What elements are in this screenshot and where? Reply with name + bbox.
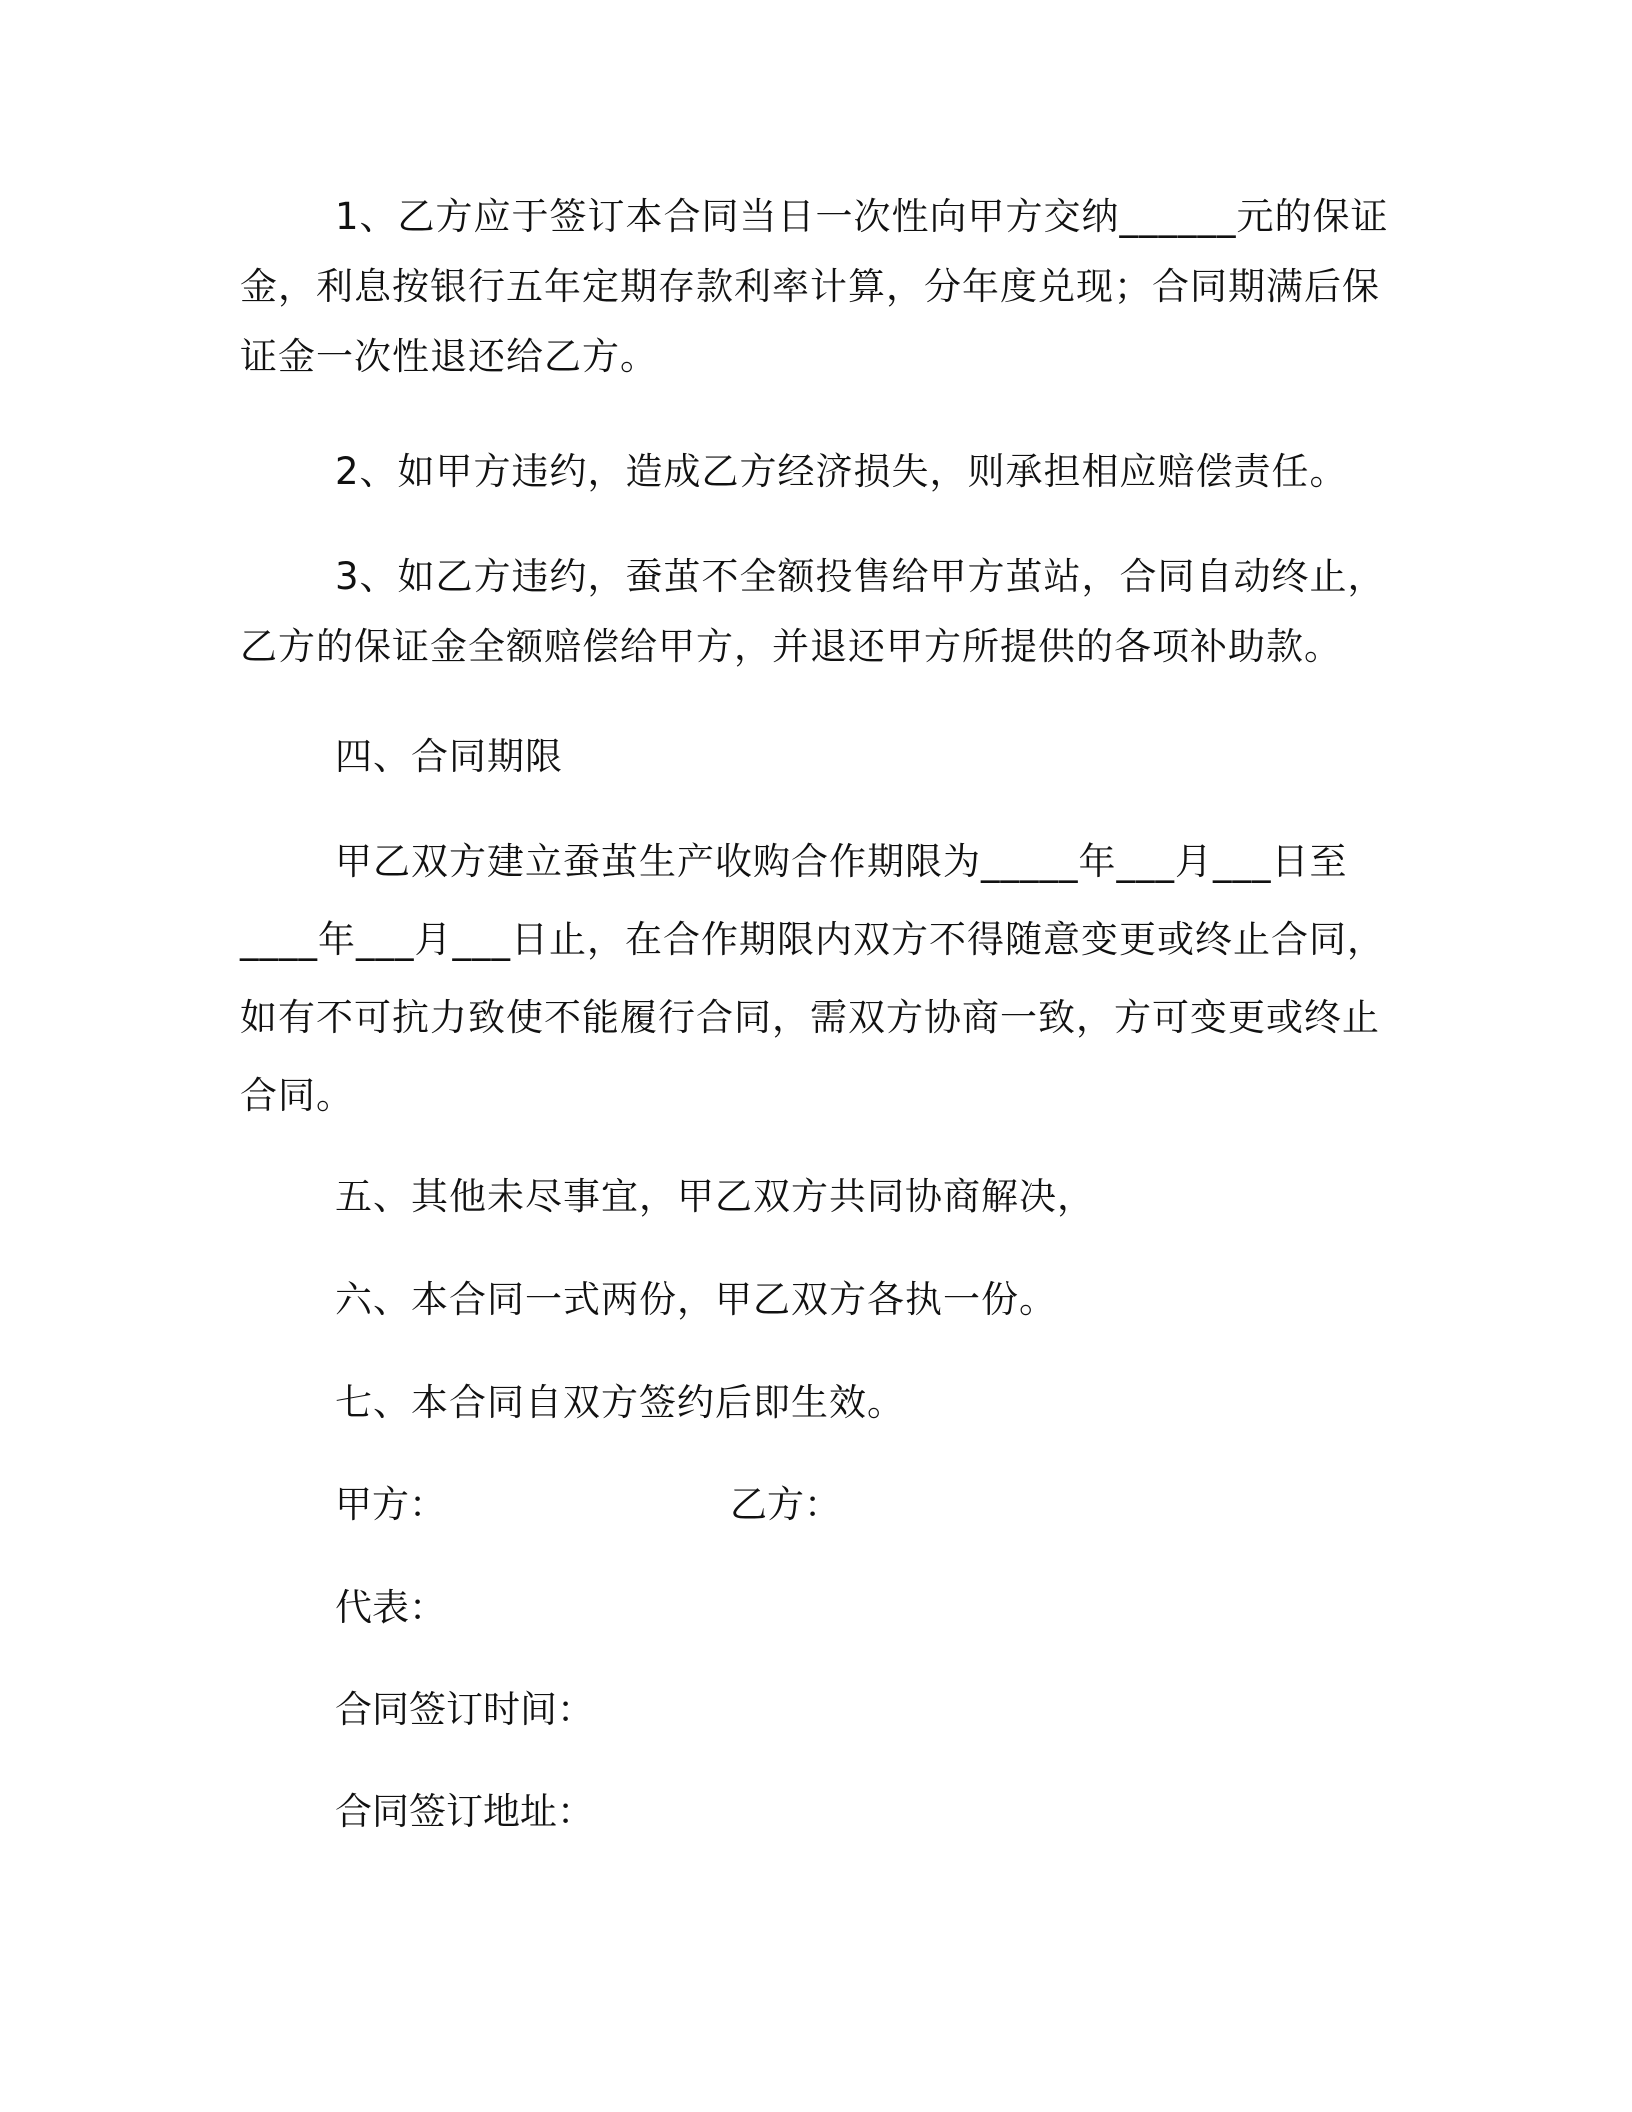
sign-address-label: 合同签订地址：: [335, 1790, 594, 1833]
section-4-line-3: 如有不可抗力致使不能履行合同，需双方协商一致，方可变更或终止: [240, 996, 1380, 1039]
section-4-line-1: 甲乙双方建立蚕茧生产收购合作期限为_____年___月___日至: [335, 840, 1348, 883]
clause-1-line-3: 证金一次性退还给乙方。: [240, 335, 658, 378]
clause-2-line-1: 2、如甲方违约，造成乙方经济损失，则承担相应赔偿责任。: [335, 450, 1348, 493]
section-6: [240, 1265, 1370, 1335]
clause-3: [240, 542, 1386, 682]
clause-3-line-1: 3、如乙方违约，蚕茧不全额投售给甲方茧站，合同自动终止，: [335, 555, 1386, 598]
section-7: [240, 1368, 1370, 1438]
section-5-text: 五、其他未尽事宜，甲乙双方共同协商解决，: [335, 1175, 1095, 1218]
section-4-heading: [240, 722, 1370, 792]
section-4-body: [240, 827, 1385, 1139]
clause-2: [240, 437, 1370, 507]
section-6-text: 六、本合同一式两份，甲乙双方各执一份。: [335, 1278, 1057, 1321]
clause-3-line-2: 乙方的保证金全额赔偿给甲方，并退还甲方所提供的各项补助款。: [240, 625, 1342, 668]
clause-1-line-1: 1、乙方应于签订本合同当日一次性向甲方交纳______元的保证: [335, 195, 1389, 238]
party-a-label: 甲方：: [335, 1483, 446, 1526]
section-5: [240, 1162, 1370, 1232]
representative-label: 代表：: [335, 1586, 446, 1629]
section-4-line-4: 合同。: [240, 1074, 354, 1117]
section-7-text: 七、本合同自双方签约后即生效。: [335, 1381, 905, 1424]
clause-1-line-2: 金，利息按银行五年定期存款利率计算，分年度兑现；合同期满后保: [240, 265, 1380, 308]
sign-time-label: 合同签订时间：: [335, 1688, 594, 1731]
section-4-heading-text: 四、合同期限: [335, 735, 563, 778]
clause-1: [240, 182, 1389, 392]
party-b-label: 乙方：: [730, 1483, 841, 1526]
section-4-line-2: ____年___月___日止，在合作期限内双方不得随意变更或终止合同，: [240, 918, 1385, 961]
